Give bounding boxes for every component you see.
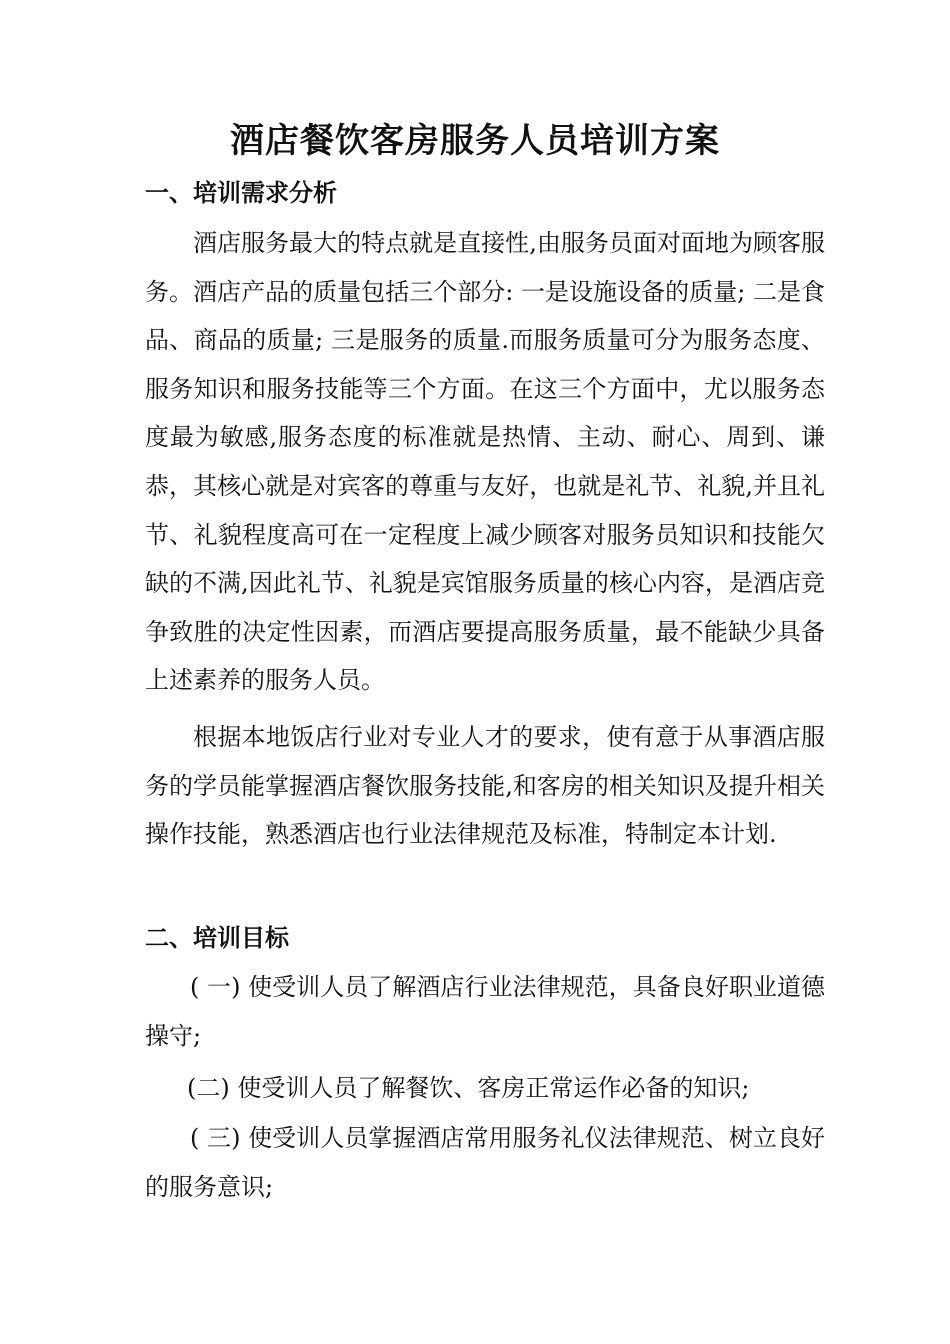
section-heading-training-goals: 二、培训目标	[145, 923, 289, 952]
document-title: 酒店餐饮客房服务人员培训方案	[230, 121, 720, 161]
paragraph-plan-purpose: 根据本地饭店行业对专业人才的要求，使有意于从事酒店服务的学员能掌握酒店餐饮服务技能,和客房的相关知识及提升相关操作技能，熟悉酒店也行业法律规范及标准，特制定本计划.	[145, 723, 825, 849]
goal-item-2: (二) 使受训人员了解餐饮、客房正常运作必备的知识;	[187, 1074, 750, 1102]
paragraph-service-quality: 酒店服务最大的特点就是直接性,由服务员面对面地为顾客服务。酒店产品的质量包括三个部分: 一是设施设备的质量; 二是食品、商品的质量; 三是服务的质量.而服务质量可分为服务态度、服务知识和服务技能等三个方面。在这三个方面中，尤以服务态度最为敏感,服务态度的标准就是热情、主动、耐心、周到、谦恭，其核心就是对宾客的尊重与友好，也就是礼节、礼貌,并且礼节、礼貌程度高可在一定程度上减少顾客对服务员知识和技能欠缺的不满,因此礼节、礼貌是宾馆服务质量的核心内容，是酒店竞争致胜的决定性因素，而酒店要提高服务质量，最不能缺少具备上述素养的服务人员。	[145, 229, 825, 695]
goal-item-3: ( 三) 使受训人员掌握酒店常用服务礼仪法律规范、树立良好的服务意识;	[145, 1124, 825, 1201]
goal-item-1: ( 一) 使受训人员了解酒店行业法律规范，具备良好职业道德操守;	[145, 973, 825, 1050]
section-heading-needs-analysis: 一、培训需求分析	[145, 178, 337, 207]
